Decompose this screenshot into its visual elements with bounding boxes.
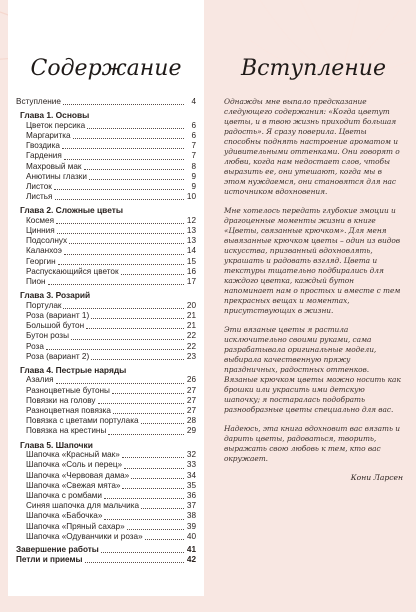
toc-title: Содержание: [30, 56, 182, 81]
toc-entry[interactable]: [16, 236, 196, 246]
toc-leader-dots: [48, 284, 184, 285]
toc-entry-title: Подсолнух: [26, 236, 68, 246]
toc-entry[interactable]: [16, 450, 196, 460]
intro-paragraph: Мне хотелось передать глубокие эмоции и драгоценные моменты жизни в книге «Цветы, связанные крючком». Для меня вывязанные крючком цветы – один из видов искусства, призванный вдохновлять, украшать и радовать взгляд. Цвета и текстуры тщательно подбирались для каждого цветка, каждый бутон напоминает нам о простых и вместе с тем прекрасных вещах и моментах, присутствующих в жизни.: [224, 206, 401, 315]
toc-page-number: 9: [191, 171, 196, 181]
toc-entry-title: Маргаритка: [26, 130, 71, 140]
toc-page-number: 32: [186, 450, 196, 460]
toc-leader-dots: [55, 199, 185, 200]
toc-page-number: 14: [186, 246, 196, 256]
toc-page-number: 17: [186, 277, 196, 287]
toc-entry-title: Роза (вариант 1): [26, 310, 90, 320]
toc-page-number: 15: [186, 256, 196, 266]
toc-entry[interactable]: [16, 301, 196, 311]
toc-leader-dots: [64, 254, 184, 255]
toc-leader-dots: [71, 339, 184, 340]
toc-entry-title: Шапочка «Свежая мята»: [26, 480, 121, 490]
toc-entry-title: Петли и приемы: [16, 555, 83, 565]
toc-entry[interactable]: [16, 331, 196, 341]
toc-entry[interactable]: [16, 416, 196, 426]
toc-entry[interactable]: [16, 216, 196, 226]
toc-entry-title: Разноцветные бутоны: [26, 385, 110, 395]
toc-entry[interactable]: [16, 162, 196, 172]
toc-page-number: 23: [186, 351, 196, 361]
toc-entry[interactable]: [16, 406, 196, 416]
toc-leader-dots: [141, 423, 184, 424]
toc-page-number: 6: [191, 120, 196, 130]
toc-entry-title: Цветок персика: [26, 120, 86, 130]
toc-entry[interactable]: [16, 396, 196, 406]
toc-entry-title: Каланхоэ: [26, 246, 62, 256]
toc-entry-title: Портулак: [26, 300, 62, 310]
toc-entry-title: Шапочка «Бабочка»: [26, 511, 103, 521]
toc-page-number: 13: [186, 226, 196, 236]
toc-page-number: 39: [186, 521, 196, 531]
toc-entry-title: Пион: [26, 277, 46, 287]
intro-paragraph: Однажды мне выпало предсказание следующего содержания: «Когда цветут цветы, и в твою жизнь приходит большая радость». Я сразу поверила. Цветы способны поднять настроение ароматом и удивительными оттенками. Они говорят о любви, когда нам недостает слов, чтобы выразить ее, они утешают, когда мы в этом нуждаемся, они становятся для нас источником вдохновения.: [224, 97, 400, 196]
toc-leader-dots: [54, 189, 184, 190]
toc-page-number: 20: [186, 300, 196, 310]
toc-leader-dots: [91, 359, 184, 360]
toc-entry[interactable]: [16, 522, 196, 532]
toc-entry[interactable]: [16, 386, 196, 396]
toc-entry[interactable]: [16, 511, 196, 521]
toc-entry-title: Шапочка «Пряный сахар»: [26, 521, 125, 531]
toc-chapter-heading[interactable]: Глава 5. Шапочки: [20, 439, 93, 450]
toc-entry[interactable]: [16, 192, 196, 202]
toc-chapter-heading[interactable]: Глава 1. Основы: [20, 110, 90, 121]
toc-page-number: 33: [186, 460, 196, 470]
toc-entry[interactable]: [16, 257, 196, 267]
toc-entry[interactable]: [16, 471, 196, 481]
toc-leader-dots: [62, 148, 184, 149]
toc-page-number: 27: [186, 395, 196, 405]
toc-entry-title: Роза (вариант 2): [26, 351, 90, 361]
toc-page-number: 22: [186, 331, 196, 341]
table-of-contents: [8, 0, 204, 596]
toc-leader-dots: [56, 223, 184, 224]
toc-leader-dots: [87, 128, 184, 129]
toc-entry[interactable]: [16, 131, 196, 141]
toc-leader-dots: [84, 169, 184, 170]
toc-leader-dots: [131, 478, 184, 479]
toc-entry[interactable]: [16, 375, 196, 385]
toc-entry-title: Космея: [26, 215, 55, 225]
toc-entry[interactable]: [16, 182, 196, 192]
toc-leader-dots: [121, 274, 184, 275]
toc-entry-title: Разноцветная повязка: [26, 406, 111, 416]
toc-page-number: 13: [186, 236, 196, 246]
toc-entry-title: Листья: [26, 192, 53, 202]
toc-leader-dots: [91, 318, 184, 319]
toc-page-number: 35: [186, 480, 196, 490]
toc-leader-dots: [141, 508, 184, 509]
toc-leader-dots: [124, 468, 184, 469]
toc-leader-dots: [122, 457, 184, 458]
toc-entry[interactable]: [16, 555, 196, 565]
toc-leader-dots: [56, 383, 184, 384]
toc-page-number: 7: [191, 141, 196, 151]
intro-paragraph: Надеюсь, эта книга вдохновит вас вязать и дарить цветы, радоваться, творить, выражать свою любовь к тем, кто вас окружает.: [224, 424, 400, 463]
toc-page-number: 28: [186, 416, 196, 426]
intro-paragraph: Эти вязаные цветы я растила исключительно своими руками, сама разрабатывала оригинальные модели, выбирала качественную пряжу праздничных, радостных оттенков. Вязаные крючком цветы можно носить как брошки или украсить ими детскую шапочку; я постаралась подобрать разнообразные цветы специально для вас.: [224, 325, 401, 414]
toc-entry-title: Роза: [26, 341, 44, 351]
toc-leader-dots: [86, 328, 184, 329]
toc-leader-dots: [104, 498, 184, 499]
toc-leader-dots: [69, 243, 184, 244]
intro-title: Вступление: [241, 56, 386, 81]
toc-entry-title: Завершение работы: [16, 545, 99, 555]
toc-page-number: 21: [186, 321, 196, 331]
toc-entry-title: Гардения: [26, 151, 62, 161]
toc-entry[interactable]: [16, 121, 196, 131]
toc-page-number: 10: [186, 192, 196, 202]
toc-leader-dots: [73, 138, 184, 139]
toc-leader-dots: [63, 308, 184, 309]
toc-leader-dots: [122, 488, 184, 489]
toc-entry[interactable]: [16, 321, 196, 331]
toc-page-number: 4: [191, 97, 196, 106]
toc-leader-dots: [89, 179, 184, 180]
toc-chapter-heading[interactable]: Глава 2. Сложные цветы: [20, 205, 124, 216]
toc-entry-title: Цинния: [26, 226, 55, 236]
toc-page-number: 8: [191, 161, 196, 171]
toc-entry-title: Шапочка «Красный мак»: [26, 450, 120, 460]
toc-leader-dots: [108, 434, 184, 435]
toc-entry[interactable]: [16, 141, 196, 151]
toc-page-number: 6: [191, 130, 196, 140]
toc-leader-dots: [57, 233, 184, 234]
toc-page-number: 22: [186, 341, 196, 351]
toc-entry-title: Повязка на крестины: [26, 426, 107, 436]
toc-page-number: 12: [186, 215, 196, 225]
toc-entry[interactable]: [16, 426, 196, 436]
toc-leader-dots: [64, 159, 184, 160]
toc-page-number: 27: [186, 406, 196, 416]
toc-page-number: 42: [186, 555, 196, 565]
author-signature: Кони Ларсен: [350, 473, 403, 482]
toc-list: [16, 97, 196, 565]
toc-page-number: 40: [186, 531, 196, 541]
toc-chapter-heading[interactable]: Глава 3. Розарий: [20, 290, 91, 301]
toc-entry[interactable]: [16, 151, 196, 161]
toc-chapter-heading[interactable]: Глава 4. Пестрые наряды: [20, 364, 127, 375]
toc-entry[interactable]: [16, 172, 196, 182]
toc-entry[interactable]: [16, 246, 196, 256]
toc-leader-dots: [112, 393, 184, 394]
toc-entry[interactable]: [16, 481, 196, 491]
toc-entry-title: Махровый мак: [26, 161, 82, 171]
toc-page-number: 37: [186, 501, 196, 511]
toc-entry-title: Повязка с цветами портулака: [26, 416, 139, 426]
toc-page-number: 29: [186, 426, 196, 436]
toc-leader-dots: [145, 539, 184, 540]
toc-entry[interactable]: [16, 501, 196, 511]
toc-entry[interactable]: [16, 226, 196, 236]
toc-entry-title: Анютины глазки: [26, 171, 87, 181]
introduction: [216, 0, 411, 596]
toc-entry-title: Азалия: [26, 375, 54, 385]
toc-page-number: 7: [191, 151, 196, 161]
toc-leader-dots: [46, 349, 184, 350]
toc-entry-title: Синяя шапочка для мальчика: [26, 501, 140, 511]
toc-leader-dots: [104, 519, 184, 520]
toc-entry-title: Вступление: [16, 97, 61, 106]
toc-entry-title: Гвоздика: [26, 141, 60, 151]
toc-page-number: 41: [186, 545, 196, 555]
toc-entry[interactable]: [16, 97, 196, 107]
toc-page-number: 26: [186, 375, 196, 385]
toc-leader-dots: [98, 403, 184, 404]
toc-entry-title: Большой бутон: [26, 321, 85, 331]
toc-entry[interactable]: [16, 491, 196, 501]
toc-leader-dots: [127, 529, 184, 530]
toc-entry-title: Бутон розы: [26, 331, 69, 341]
toc-leader-dots: [113, 413, 184, 414]
toc-entry-title: Шапочка «Червовая дама»: [26, 470, 130, 480]
toc-entry-title: Шапочка «Соль и перец»: [26, 460, 123, 470]
toc-entry-title: Распускающийся цветок: [26, 266, 119, 276]
toc-entry[interactable]: [16, 545, 196, 555]
toc-entry[interactable]: [16, 267, 196, 277]
toc-page-number: 38: [186, 511, 196, 521]
toc-entry[interactable]: [16, 460, 196, 470]
toc-entry-title: Шапочка с ромбами: [26, 491, 102, 500]
toc-page-number: 34: [186, 470, 196, 480]
toc-leader-dots: [63, 104, 184, 105]
toc-entry[interactable]: [16, 311, 196, 321]
toc-entry[interactable]: [16, 352, 196, 362]
toc-entry-title: Повязки на голову: [26, 395, 96, 405]
toc-entry-title: Георгин: [26, 256, 56, 266]
toc-page-number: 9: [191, 181, 196, 191]
toc-entry[interactable]: [16, 342, 196, 352]
toc-entry[interactable]: [16, 532, 196, 542]
toc-entry-title: Шапочка «Одуванчики и роза»: [26, 531, 143, 541]
toc-page-number: 27: [186, 385, 196, 395]
toc-page-number: 16: [186, 266, 196, 276]
toc-leader-dots: [101, 552, 184, 553]
toc-page-number: 36: [186, 491, 196, 500]
toc-entry[interactable]: [16, 277, 196, 287]
toc-leader-dots: [58, 264, 184, 265]
toc-page-number: 21: [186, 310, 196, 320]
toc-entry-title: Листок: [26, 181, 52, 191]
toc-leader-dots: [85, 562, 184, 563]
